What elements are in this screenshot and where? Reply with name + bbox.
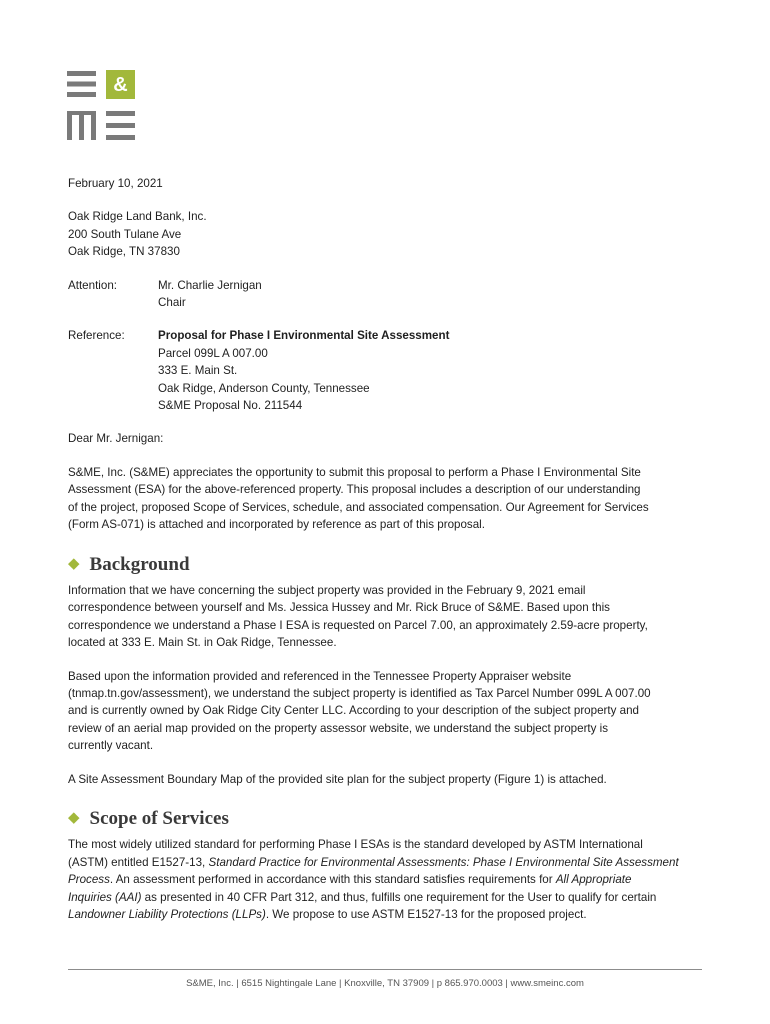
logo-amp: & xyxy=(113,74,128,96)
date-text: February 10, 2021 xyxy=(68,177,163,190)
scope-italic-text: Standard Practice for Environmental Assessments: Phase I Environmental Site Assessment xyxy=(208,855,679,869)
reference-block xyxy=(68,327,704,414)
scope-text: The most widely utilized standard for performing Phase I ESAs is the standard developed by ASTM International xyxy=(68,838,643,852)
letter-body xyxy=(68,175,704,939)
background-line: correspondence we understand a Phase I ESA is requested on Parcel 7.00, an approximately 2.59-acre property, xyxy=(68,618,648,632)
scope-paragraph xyxy=(68,836,704,923)
background-heading-text: Background xyxy=(89,553,190,575)
background-line: correspondence between yourself and Ms. Jessica Hussey and Mr. Rick Bruce of S&ME. Based upon this xyxy=(68,601,610,615)
scope-line xyxy=(68,836,704,853)
intro-line: Assessment (ESA) for the above-referenced property. This proposal includes a description of our understanding xyxy=(68,483,641,497)
scope-text: as presented in 40 CFR Part 312, and thus, fulfills one requirement for the User to qualify for certain xyxy=(141,890,657,904)
background-line: and is currently owned by Oak Ridge City Center LLC. According to your description of the subject property and xyxy=(68,704,639,718)
letter-date xyxy=(68,175,704,192)
salutation xyxy=(68,430,704,447)
scope-line xyxy=(68,889,704,906)
intro-paragraph xyxy=(68,464,704,534)
diamond-bullet-icon: ◆ xyxy=(68,809,80,826)
background-paragraph-3 xyxy=(68,771,704,788)
background-line: located at 333 E. Main St. in Oak Ridge, Tennessee. xyxy=(68,636,337,650)
reference-line: Parcel 099L A 007.00 xyxy=(158,346,268,360)
attention-block xyxy=(68,277,704,312)
background-paragraph-2 xyxy=(68,668,704,755)
reference-line: S&ME Proposal No. 211544 xyxy=(158,399,303,413)
sme-logo xyxy=(67,70,137,140)
recipient-line: Oak Ridge, TN 37830 xyxy=(68,245,180,259)
scope-text: . We propose to use ASTM E1527-13 for the proposed project. xyxy=(265,908,587,921)
scope-line xyxy=(68,906,704,923)
scope-line xyxy=(68,871,704,888)
intro-line: S&ME, Inc. (S&ME) appreciates the opportunity to submit this proposal to perform a Phase I Environmental Site xyxy=(68,465,641,479)
scope-line xyxy=(68,854,704,871)
attention-line: Mr. Charlie Jernigan xyxy=(158,278,262,292)
salutation-text: Dear Mr. Jernigan: xyxy=(68,432,164,446)
diamond-bullet-icon: ◆ xyxy=(68,555,80,572)
attention-label: Attention: xyxy=(68,278,117,292)
background-line: Based upon the information provided and referenced in the Tennessee Property Appraiser website xyxy=(68,669,572,683)
scope-italic-text: Process xyxy=(68,873,110,887)
reference-line: 333 E. Main St. xyxy=(158,364,238,378)
attention-line: Chair xyxy=(158,296,186,310)
background-heading xyxy=(68,553,704,575)
recipient-line: 200 South Tulane Ave xyxy=(68,227,182,241)
background-line: Information that we have concerning the subject property was provided in the February 9, 2021 email xyxy=(68,583,586,597)
footer-divider xyxy=(68,969,702,970)
logo-m-mark xyxy=(67,111,96,140)
scope-italic-text: Landowner Liability Protections (LLPs) xyxy=(68,908,266,921)
scope-heading-text: Scope of Services xyxy=(89,807,229,829)
scope-italic-text: Inquiries (AAI) xyxy=(68,890,142,904)
footer-text: S&ME, Inc. | 6515 Nightingale Lane | Knoxville, TN 37909 | p 865.970.0003 | www.smeinc.com xyxy=(186,978,584,989)
reference-title: Proposal for Phase I Environmental Site Assessment xyxy=(158,329,450,343)
background-line: review of an aerial map provided on the property assessor website, we understand the subject property is xyxy=(68,721,609,735)
scope-heading xyxy=(68,807,704,829)
scope-italic-text: All Appropriate xyxy=(555,873,632,887)
logo-e-mark xyxy=(106,111,135,140)
background-line: (tnmap.tn.gov/assessment), we understand the subject property is identified as Tax Parcel Number 099L A 007.00 xyxy=(68,686,651,700)
reference-label: Reference: xyxy=(68,329,125,343)
background-line: A Site Assessment Boundary Map of the provided site plan for the subject property (Figure 1) is attached. xyxy=(68,772,607,786)
background-paragraph-1 xyxy=(68,582,704,652)
recipient-address xyxy=(68,208,704,260)
recipient-line: Oak Ridge Land Bank, Inc. xyxy=(68,210,207,224)
intro-line: of the project, proposed Scope of Services, schedule, and associated compensation. Our Agreement for Services xyxy=(68,500,649,514)
scope-text: . An assessment performed in accordance with this standard satisfies requirements for xyxy=(109,873,556,887)
reference-line: Oak Ridge, Anderson County, Tennessee xyxy=(158,381,370,395)
background-line: currently vacant. xyxy=(68,739,154,753)
scope-text: (ASTM) entitled E1527-13, xyxy=(68,855,209,869)
logo-s-mark xyxy=(67,71,96,97)
intro-line: (Form AS-071) is attached and incorporated by reference as part of this proposal. xyxy=(68,518,485,532)
